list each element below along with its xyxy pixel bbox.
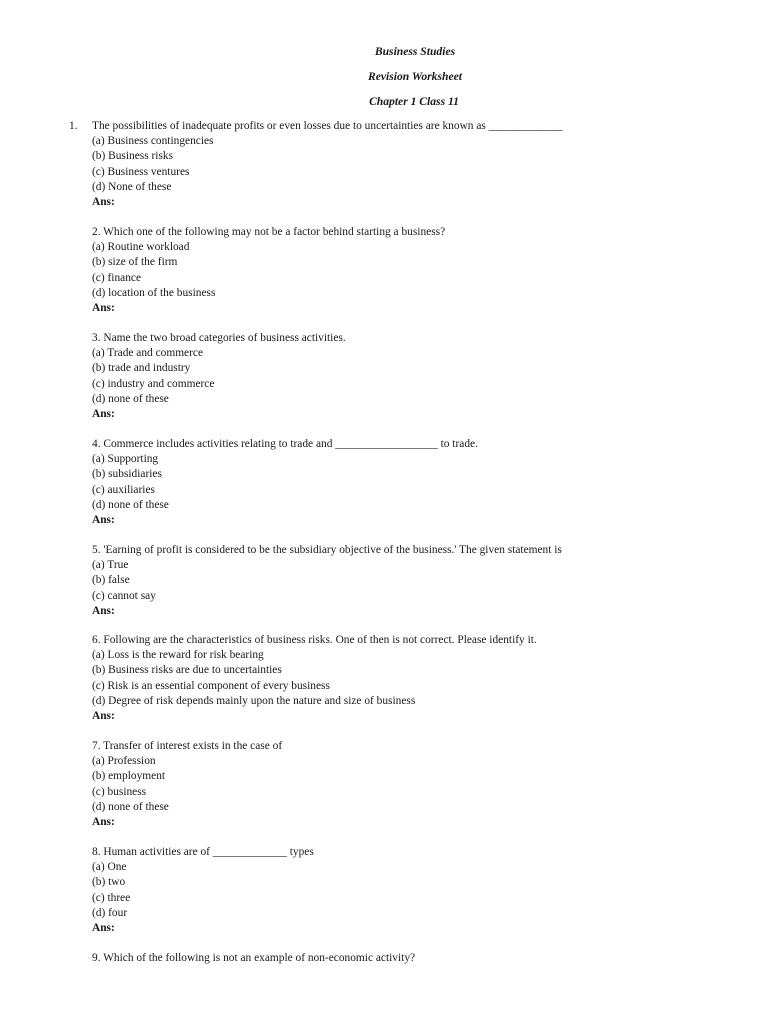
option-b: (b) Business risks are due to uncertainties	[92, 664, 282, 677]
option-c: (c) three	[92, 891, 131, 904]
option-b: (b) false	[92, 574, 130, 587]
question-text: 4. Commerce includes activities relating to trade and __________________ to trade.	[92, 438, 478, 450]
option-c: (c) industry and commerce	[92, 377, 215, 390]
question-block	[92, 633, 752, 724]
option-c: (c) business	[92, 785, 147, 798]
question-text: 9. Which of the following is not an example of non-economic activity?	[92, 952, 416, 964]
option-b: (b) two	[92, 876, 126, 889]
option-b: (b) trade and industry	[92, 362, 191, 375]
question-text: 7. Transfer of interest exists in the case of	[92, 740, 283, 752]
question-block	[92, 225, 752, 316]
option-b: (b) employment	[92, 770, 166, 783]
option-d: (d) none of these	[92, 498, 169, 511]
question-text: The possibilities of inadequate profits or even losses due to uncertainties are known as _____________	[92, 120, 563, 132]
option-c: (c) auxiliaries	[92, 483, 155, 496]
option-c: (c) cannot say	[92, 589, 156, 602]
option-c: (c) Business ventures	[92, 165, 190, 178]
answer-label: Ans:	[92, 922, 115, 935]
option-a: (a) Trade and commerce	[92, 347, 204, 360]
option-a: (a) True	[92, 559, 129, 572]
option-a: (a) Business contingencies	[92, 135, 214, 148]
answer-label: Ans:	[92, 816, 115, 829]
option-b: (b) size of the firm	[92, 256, 178, 269]
option-d: (d) Degree of risk depends mainly upon the nature and size of business	[92, 694, 416, 707]
option-d: (d) location of the business	[92, 286, 216, 299]
question-block	[92, 951, 752, 966]
answer-label: Ans:	[92, 514, 115, 527]
option-c: (c) finance	[92, 271, 142, 284]
option-a: (a) Supporting	[92, 453, 159, 466]
question-text: 6. Following are the characteristics of business risks. One of then is not correct. Please identify it.	[92, 634, 537, 646]
question-text: 5. 'Earning of profit is considered to be the subsidiary objective of the business.' The given statement is	[92, 544, 562, 556]
option-d: (d) four	[92, 906, 128, 919]
document-subtitle: Revision Worksheet	[368, 70, 462, 83]
question-block	[92, 437, 752, 528]
answer-label: Ans:	[92, 710, 115, 723]
option-d: (d) none of these	[92, 392, 169, 405]
question-block	[92, 845, 752, 936]
option-a: (a) Routine workload	[92, 241, 190, 254]
option-d: (d) none of these	[92, 800, 169, 813]
option-a: (a) One	[92, 861, 127, 874]
option-c: (c) Risk is an essential component of every business	[92, 679, 330, 692]
option-a: (a) Profession	[92, 755, 156, 768]
question-text: 3. Name the two broad categories of business activities.	[92, 332, 346, 344]
chapter-heading: Chapter 1 Class 11	[369, 95, 459, 108]
question-text: 2. Which one of the following may not be a factor behind starting a business?	[92, 226, 446, 238]
question-block	[92, 119, 752, 210]
option-d: (d) None of these	[92, 180, 172, 193]
question-block	[92, 331, 752, 422]
question-number: 1.	[69, 120, 78, 132]
question-text: 8. Human activities are of _____________ types	[92, 846, 314, 858]
answer-label: Ans:	[92, 196, 115, 209]
document-title: Business Studies	[374, 45, 456, 58]
option-a: (a) Loss is the reward for risk bearing	[92, 649, 264, 662]
question-block	[92, 739, 752, 830]
answer-label: Ans:	[92, 302, 115, 315]
answer-label: Ans:	[92, 604, 115, 617]
answer-label: Ans:	[92, 408, 115, 421]
question-block	[92, 543, 752, 619]
option-b: (b) subsidiaries	[92, 468, 162, 481]
option-b: (b) Business risks	[92, 150, 174, 163]
